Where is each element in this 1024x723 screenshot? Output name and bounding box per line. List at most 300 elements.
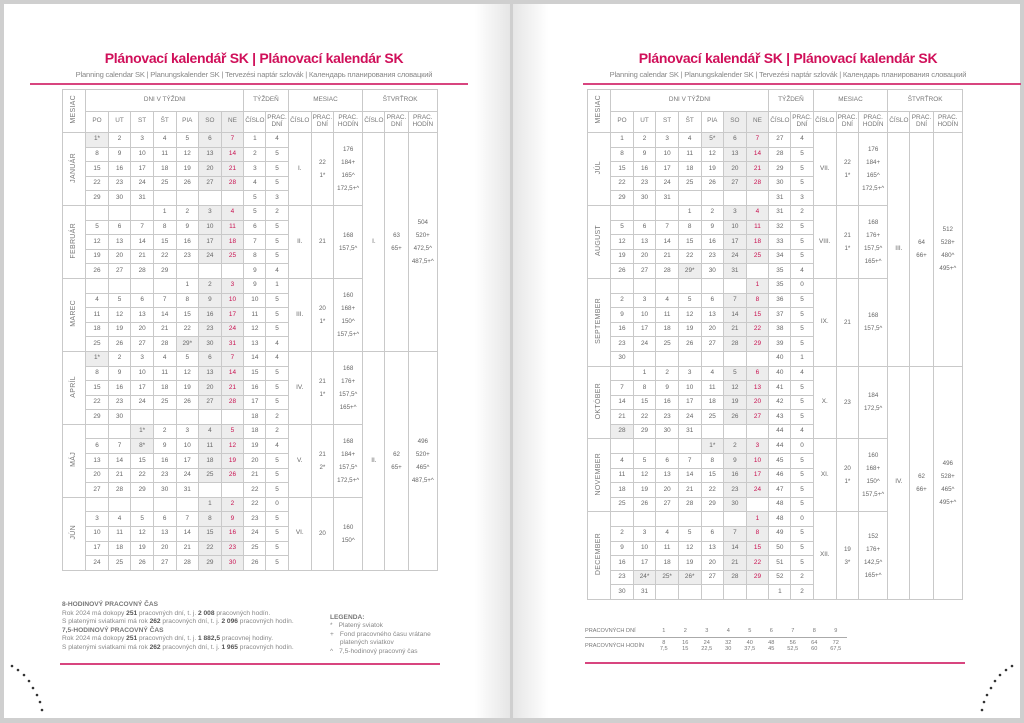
month-work-hours-value: 157,5+^ <box>862 491 885 499</box>
month-work-days-value: 20 <box>318 530 326 538</box>
day-cell <box>108 278 131 293</box>
week-number: 45 <box>769 454 791 469</box>
summary-days-value: 9 <box>825 628 847 637</box>
month-work-days <box>311 133 333 206</box>
day-cell: 14 <box>656 235 679 250</box>
note-text: pracovných dní, t. j. <box>160 618 222 626</box>
week-number: 42 <box>769 395 791 410</box>
day-cell: 23 <box>108 395 131 410</box>
month-work-hours-value: 157,5^ <box>338 390 358 398</box>
day-cell <box>131 278 154 293</box>
week-number: 8 <box>244 249 266 264</box>
day-cell: 28 <box>724 570 747 585</box>
day-cell: 15 <box>153 235 176 250</box>
quarter-work-hours-value: 480^ <box>941 252 955 260</box>
week-number: 31 <box>769 191 791 206</box>
day-cell: 19 <box>678 556 701 571</box>
day-cell: 28 <box>724 337 747 352</box>
week-work-days-header: PRAC. DNÍ <box>791 111 813 133</box>
legend <box>330 614 440 656</box>
day-cell: 8 <box>746 293 769 308</box>
day-cell: 20 <box>724 162 747 177</box>
month-work-days-value: 21 <box>318 377 326 385</box>
quarter-work-days <box>385 351 408 570</box>
day-cell: 18 <box>199 454 222 469</box>
month-work-hours-header: PRAC. HODÍN <box>334 111 363 133</box>
summary-days-value: 8 <box>804 628 826 637</box>
summary-days-label: PRACOVNÝCH DNÍ <box>585 628 653 637</box>
note-text: pracovných dní, t. j. <box>160 643 222 651</box>
day-cell: 5 <box>86 220 109 235</box>
day-cell: 29 <box>86 410 109 425</box>
week-number: 26 <box>244 556 266 571</box>
legend-item <box>330 622 440 630</box>
week-number: 21 <box>244 468 266 483</box>
day-cell <box>176 264 199 279</box>
calendar-table-h1 <box>62 89 438 571</box>
day-cell: 17 <box>633 322 656 337</box>
week-number: 33 <box>769 235 791 250</box>
day-cell: 27 <box>746 410 769 425</box>
note-text: Rok 2024 má dokopy <box>62 609 127 617</box>
week-number: 18 <box>244 424 266 439</box>
footer-divider <box>60 663 440 665</box>
quarter-number: I. <box>363 133 385 352</box>
day-cell: 21 <box>221 162 244 177</box>
quarter-work-hours-value: 520+ <box>415 450 430 458</box>
day-cell: 24 <box>633 337 656 352</box>
day-cell <box>724 191 747 206</box>
day-cell: 29 <box>611 191 634 206</box>
week-work-days: 5 <box>266 308 288 323</box>
week-number: 5 <box>244 205 266 220</box>
day-cell: 15 <box>86 381 109 396</box>
day-cell: 25 <box>701 410 724 425</box>
day-cell <box>746 264 769 279</box>
day-cell: 31 <box>633 585 656 600</box>
quarter-work-hours <box>933 133 962 367</box>
day-cell: 21 <box>746 162 769 177</box>
weekday-header-st: ST <box>131 111 154 133</box>
day-cell: 28 <box>656 264 679 279</box>
day-cell: 9 <box>611 541 634 556</box>
day-cell: 24 <box>678 410 701 425</box>
day-cell: 4 <box>678 133 701 148</box>
month-work-days-value: 20 <box>318 304 326 312</box>
day-cell: 9 <box>176 220 199 235</box>
month-work-hours <box>334 424 363 497</box>
day-cell: 11 <box>199 439 222 454</box>
day-cell: 9 <box>633 147 656 162</box>
quarter-group-header: ŠTVRŤROK <box>888 90 963 112</box>
day-cell: 8 <box>86 366 109 381</box>
quarter-work-days <box>910 366 933 600</box>
day-cell: 1 <box>153 205 176 220</box>
week-work-days: 5 <box>266 249 288 264</box>
weekday-header-so: SO <box>199 111 222 133</box>
month-work-hours-value: 172,5+^ <box>337 184 360 192</box>
month-work-hours-value: 157,5^ <box>863 325 883 333</box>
day-cell <box>678 439 701 454</box>
note-number: 251 <box>126 609 138 617</box>
hours-7-5h: 60 <box>811 646 818 652</box>
day-cell: 14 <box>221 366 244 381</box>
work-hours-summary-table <box>585 628 847 653</box>
month-work-hours-value: 165+^ <box>339 403 357 411</box>
legend-text: 7,5-hodinový pracovný čas <box>339 647 418 655</box>
day-cell: 7 <box>176 512 199 527</box>
day-cell: 18 <box>746 235 769 250</box>
day-cell: 21 <box>678 483 701 498</box>
day-cell: 30 <box>153 483 176 498</box>
day-cell: 7 <box>131 220 154 235</box>
month-work-days <box>311 424 333 497</box>
month-name: APRÍL <box>70 375 78 398</box>
day-cell: 24 <box>724 249 747 264</box>
week-row <box>63 133 438 148</box>
day-cell: 4 <box>221 205 244 220</box>
day-cell: 24* <box>633 570 656 585</box>
month-work-hours-value: 157,5+^ <box>337 330 360 338</box>
week-number: 31 <box>769 205 791 220</box>
month-work-hours <box>334 351 363 424</box>
day-cell: 22 <box>678 249 701 264</box>
week-number: 20 <box>244 454 266 469</box>
weekday-header-so: SO <box>724 111 747 133</box>
month-work-hours-value: 150^ <box>866 478 880 486</box>
month-work-hours-value: 160 <box>342 523 354 531</box>
month-work-hours-value: 152 <box>867 532 879 540</box>
summary-days-value: 7 <box>782 628 804 637</box>
day-cell <box>176 410 199 425</box>
weekday-header-po: PO <box>86 111 109 133</box>
week-work-days: 2 <box>791 585 813 600</box>
day-cell: 10 <box>131 147 154 162</box>
day-cell: 15 <box>611 162 634 177</box>
day-cell: 10 <box>633 541 656 556</box>
week-work-days: 5 <box>266 147 288 162</box>
month-work-days <box>836 366 858 439</box>
day-cell <box>701 278 724 293</box>
weekdays-group-header: DNI V TÝŽDNI <box>611 90 769 112</box>
day-cell: 2 <box>611 527 634 542</box>
day-cell <box>86 424 109 439</box>
day-cell: 11 <box>746 220 769 235</box>
month-column-label: MESIAC <box>70 95 78 124</box>
day-cell <box>701 191 724 206</box>
month-name: MÁJ <box>70 452 78 467</box>
week-work-days: 5 <box>791 527 813 542</box>
week-work-days: 5 <box>266 293 288 308</box>
week-work-days: 0 <box>791 278 813 293</box>
day-cell: 30 <box>611 351 634 366</box>
month-number: XI. <box>813 439 836 512</box>
month-work-hours <box>334 205 363 278</box>
day-cell: 6 <box>153 512 176 527</box>
decorative-dots-icon <box>960 644 1020 719</box>
day-cell: 26 <box>633 497 656 512</box>
month-name: OKTÓBER <box>595 382 603 420</box>
quarter-work-hours <box>408 133 437 352</box>
day-cell: 28 <box>176 556 199 571</box>
day-cell: 18 <box>611 483 634 498</box>
day-cell: 24 <box>131 176 154 191</box>
day-cell: 13 <box>701 541 724 556</box>
day-cell: 13 <box>199 366 222 381</box>
day-cell: 26 <box>176 395 199 410</box>
week-number: 43 <box>769 410 791 425</box>
month-number: VI. <box>288 497 311 570</box>
week-number: 7 <box>244 235 266 250</box>
day-cell: 12 <box>131 527 154 542</box>
page-subtitle: Planning calendar SK | Planungskalender SK | Tervezési naptár szlovák | Календарь планирования словацкий <box>75 70 433 79</box>
month-name: SEPTEMBER <box>595 297 603 344</box>
day-cell: 31 <box>221 337 244 352</box>
week-number: 4 <box>244 176 266 191</box>
month-name: NOVEMBER <box>595 452 603 496</box>
summary-hours-value <box>825 637 847 653</box>
day-cell: 15 <box>678 235 701 250</box>
quarter-work-hours-value: 528+ <box>940 472 955 480</box>
month-work-days <box>311 497 333 570</box>
month-work-hours-value: 172,5+^ <box>862 184 885 192</box>
day-cell: 12 <box>176 366 199 381</box>
day-cell: 9 <box>108 366 131 381</box>
week-number: 13 <box>244 337 266 352</box>
day-cell: 8* <box>131 439 154 454</box>
day-cell: 15 <box>701 468 724 483</box>
week-number: 48 <box>769 512 791 527</box>
month-work-hours-value: 168 <box>867 218 879 226</box>
day-cell: 19 <box>611 249 634 264</box>
day-cell: 10 <box>656 147 679 162</box>
day-cell <box>633 512 656 527</box>
day-cell <box>724 585 747 600</box>
week-number-header: ČÍSLO <box>769 111 791 133</box>
day-cell: 21 <box>724 556 747 571</box>
day-cell: 2 <box>701 205 724 220</box>
week-number: 29 <box>769 162 791 177</box>
day-cell: 6 <box>199 133 222 148</box>
weekday-header-pia: PIA <box>701 111 724 133</box>
day-cell: 12 <box>701 147 724 162</box>
day-cell: 20 <box>656 483 679 498</box>
weekday-header-št: ŠT <box>678 111 701 133</box>
day-cell: 5 <box>221 424 244 439</box>
week-number: 5 <box>244 191 266 206</box>
month-work-hours-value: 168 <box>867 312 879 320</box>
day-cell <box>221 264 244 279</box>
day-cell: 13 <box>199 147 222 162</box>
day-cell <box>701 585 724 600</box>
week-number: 48 <box>769 497 791 512</box>
day-cell: 28 <box>108 483 131 498</box>
day-cell: 16 <box>633 162 656 177</box>
day-cell <box>131 205 154 220</box>
note-number: 262 <box>149 618 161 626</box>
month-work-hours <box>859 205 888 278</box>
day-cell <box>678 191 701 206</box>
day-cell: 8 <box>611 147 634 162</box>
week-group-header: TÝŽDEŇ <box>769 90 813 112</box>
day-cell <box>656 439 679 454</box>
day-cell: 10 <box>176 439 199 454</box>
day-cell: 10 <box>724 220 747 235</box>
day-cell: 30 <box>108 410 131 425</box>
day-cell <box>701 351 724 366</box>
week-work-days: 4 <box>791 424 813 439</box>
summary-days-value: 1 <box>653 628 675 637</box>
day-cell: 10 <box>746 454 769 469</box>
day-cell: 2 <box>656 366 679 381</box>
week-work-days: 4 <box>266 439 288 454</box>
week-number: 23 <box>244 512 266 527</box>
day-cell: 25 <box>86 337 109 352</box>
month-name: MAREC <box>70 300 78 327</box>
day-cell <box>611 512 634 527</box>
week-work-days: 4 <box>791 133 813 148</box>
day-cell: 18 <box>108 541 131 556</box>
quarter-work-days-header: PRAC. DNÍ <box>910 111 933 133</box>
day-cell <box>746 191 769 206</box>
day-cell: 19 <box>724 395 747 410</box>
day-cell: 15 <box>199 527 222 542</box>
day-cell <box>678 278 701 293</box>
note-text: Rok 2024 má dokopy <box>62 635 127 643</box>
month-work-days-value: 21 <box>318 238 326 246</box>
day-cell <box>724 278 747 293</box>
day-cell: 24 <box>221 322 244 337</box>
legend-symbol: ^ <box>330 647 334 655</box>
month-work-days-value: 1* <box>844 478 851 486</box>
day-cell: 18 <box>153 381 176 396</box>
day-cell: 27 <box>701 570 724 585</box>
working-time-notes <box>62 601 294 653</box>
month-work-hours-value: 176+ <box>866 545 881 553</box>
day-cell: 2 <box>633 133 656 148</box>
month-number: VIII. <box>813 205 836 278</box>
day-cell <box>108 424 131 439</box>
day-cell: 23 <box>611 570 634 585</box>
month-work-hours-value: 168 <box>342 437 354 445</box>
note-text: S platenými sviatkami má rok <box>62 643 150 651</box>
month-work-hours-value: 165+^ <box>864 257 882 265</box>
day-cell: 13 <box>108 235 131 250</box>
legend-item <box>330 648 440 656</box>
day-cell: 1 <box>746 512 769 527</box>
day-cell <box>176 191 199 206</box>
day-cell: 29* <box>176 337 199 352</box>
day-cell: 27 <box>108 264 131 279</box>
day-cell: 25 <box>221 249 244 264</box>
day-cell: 20 <box>199 381 222 396</box>
hours-7-5h: 22,5 <box>701 646 713 652</box>
day-cell: 15 <box>746 541 769 556</box>
day-cell: 18 <box>656 556 679 571</box>
day-cell: 1* <box>701 439 724 454</box>
week-work-days: 5 <box>791 162 813 177</box>
month-work-days-value: 1* <box>844 244 851 252</box>
week-number: 19 <box>244 439 266 454</box>
month-name-cell <box>588 512 611 600</box>
month-number: X. <box>813 366 836 439</box>
day-cell: 4 <box>656 293 679 308</box>
hours-7-5h: 37,5 <box>744 646 756 652</box>
day-cell: 6 <box>108 220 131 235</box>
week-work-days: 3 <box>791 191 813 206</box>
day-cell: 21 <box>611 410 634 425</box>
week-work-days: 2 <box>266 410 288 425</box>
month-work-hours-value: 168+ <box>866 465 881 473</box>
quarter-work-days-value: 63 <box>393 231 400 239</box>
day-cell: 18 <box>153 162 176 177</box>
week-work-days: 5 <box>266 322 288 337</box>
day-cell: 29 <box>199 556 222 571</box>
day-cell: 15 <box>176 308 199 323</box>
day-cell: 12 <box>86 235 109 250</box>
day-cell: 5 <box>131 512 154 527</box>
week-work-days: 5 <box>791 468 813 483</box>
day-cell: 20 <box>199 162 222 177</box>
day-cell: 4 <box>746 205 769 220</box>
day-cell: 17 <box>746 468 769 483</box>
day-cell: 11 <box>153 147 176 162</box>
weekday-header-št: ŠT <box>153 111 176 133</box>
month-number: IV. <box>288 351 311 424</box>
month-work-hours-value: 150^ <box>341 317 355 325</box>
day-cell: 22 <box>131 468 154 483</box>
day-cell: 25 <box>153 395 176 410</box>
quarter-work-hours-value: 465^ <box>941 485 955 493</box>
day-cell: 23 <box>633 176 656 191</box>
day-cell <box>724 512 747 527</box>
week-group-header: TÝŽDEŇ <box>244 90 288 112</box>
week-number: 37 <box>769 308 791 323</box>
day-cell: 27 <box>153 556 176 571</box>
summary-days-row <box>585 628 847 637</box>
day-cell <box>656 278 679 293</box>
week-work-days: 5 <box>791 381 813 396</box>
day-cell: 22 <box>86 176 109 191</box>
day-cell: 5 <box>611 220 634 235</box>
month-name: FEBRUÁR <box>70 222 78 259</box>
day-cell: 3 <box>221 278 244 293</box>
day-cell <box>746 351 769 366</box>
day-cell: 9 <box>724 454 747 469</box>
week-number: 40 <box>769 366 791 381</box>
quarter-work-hours-header: PRAC. HODÍN <box>933 111 962 133</box>
day-cell: 4 <box>153 351 176 366</box>
week-work-days: 5 <box>266 381 288 396</box>
hours-8h: 16 <box>682 639 689 646</box>
day-cell: 26 <box>678 337 701 352</box>
day-cell <box>153 497 176 512</box>
day-cell: 16 <box>153 454 176 469</box>
day-cell: 13 <box>153 527 176 542</box>
day-cell: 19 <box>678 322 701 337</box>
quarter-work-hours-value: 496 <box>417 437 428 445</box>
month-work-hours-value: 184+ <box>341 450 356 458</box>
day-cell <box>199 264 222 279</box>
day-cell: 24 <box>86 556 109 571</box>
day-cell <box>656 205 679 220</box>
day-cell: 17 <box>131 162 154 177</box>
day-cell: 29 <box>86 191 109 206</box>
day-cell: 17 <box>724 235 747 250</box>
week-number: 35 <box>769 264 791 279</box>
day-cell: 12 <box>611 235 634 250</box>
day-cell: 21 <box>656 249 679 264</box>
